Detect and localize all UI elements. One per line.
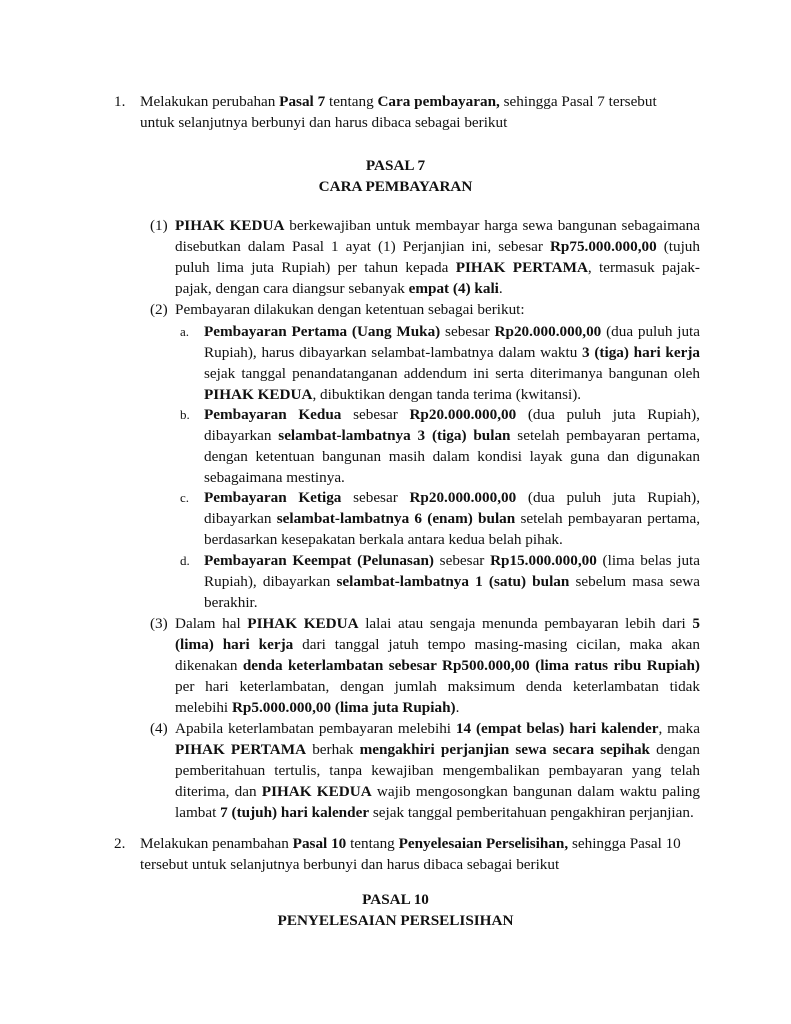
heading-penyelesaian-perselisihan: PENYELESAIAN PERSELISIHAN <box>277 912 514 929</box>
clause-marker-1: (1) <box>150 217 168 234</box>
clause4-line-1: Apabila keterlambatan pembayaran melebihi 14 (empat belas) hari kalender, maka <box>175 720 701 737</box>
item2-line-2: tersebut untuk selanjutnya berbunyi dan harus dibaca sebagai berikut <box>140 856 560 873</box>
sub-b-line-2: dibayarkan selambat-lambatnya 3 (tiga) bulan setelah pembayaran pertama, <box>204 427 700 444</box>
sub-d-line-1: Pembayaran Keempat (Pelunasan) sebesar Rp15.000.000,00 (lima belas juta <box>204 552 701 569</box>
sub-c-line-1: Pembayaran Ketiga sebesar Rp20.000.000,00 (dua puluh juta Rupiah), <box>204 489 700 506</box>
sub-marker-a: a. <box>180 324 190 339</box>
heading-pasal-7: PASAL 7 <box>365 157 426 174</box>
sub-b-line-3: dengan ketentuan bangunan masih dalam kondisi layak guna dan digunakan <box>204 448 700 465</box>
sub-a-line-3: sejak tanggal penandatanganan addendum ini serta diterimanya bangunan oleh <box>204 365 700 382</box>
sub-a-line-4: PIHAK KEDUA, dibuktikan dengan tanda terima (kwitansi). <box>204 386 582 403</box>
sub-marker-d: d. <box>180 553 190 568</box>
clause4-line-5: lambat 7 (tujuh) hari kalender sejak tanggal pemberitahuan pengakhiran perjanjian. <box>175 804 694 821</box>
sub-c-line-3: berdasarkan kesepakatan berkala antara kedua belah pihak. <box>204 531 563 548</box>
clause1-line-4: pajak, dengan cara diangsur sebanyak empat (4) kali. <box>175 280 503 297</box>
sub-a-line-2: Rupiah), harus dibayarkan selambat-lambatnya dalam waktu 3 (tiga) hari kerja <box>204 344 700 361</box>
clause-marker-4: (4) <box>150 720 168 737</box>
item1-line-2: untuk selanjutnya berbunyi dan harus dibaca sebagai berikut <box>140 114 508 131</box>
clause4-line-2: PIHAK PERTAMA berhak mengakhiri perjanjian sewa secara sepihak dengan <box>175 741 700 758</box>
clause4-line-4: diterima, dan PIHAK KEDUA wajib mengosongkan bangunan dalam waktu paling <box>175 783 700 800</box>
sub-b-line-4: sebagaimana mestinya. <box>204 469 345 486</box>
sub-c-line-2: dibayarkan selambat-lambatnya 6 (enam) bulan setelah pembayaran pertama, <box>204 510 700 527</box>
heading-cara-pembayaran: CARA PEMBAYARAN <box>318 178 473 195</box>
clause3-line-1: Dalam hal PIHAK KEDUA lalai atau sengaja menunda pembayaran lebih dari 5 <box>175 615 700 632</box>
clause3-line-5: melebihi Rp5.000.000,00 (lima juta Rupiah). <box>175 699 460 716</box>
clause4-line-3: pemberitahuan tertulis, tanpa kewajiban mengembalikan pembayaran yang telah <box>175 762 700 779</box>
sub-b-line-1: Pembayaran Kedua sebesar Rp20.000.000,00 (dua puluh juta Rupiah), <box>204 406 700 423</box>
clause1-line-3: puluh lima juta Rupiah) per tahun kepada PIHAK PERTAMA, termasuk pajak- <box>175 259 700 276</box>
clause2-line-1: Pembayaran dilakukan dengan ketentuan sebagai berikut: <box>175 301 525 318</box>
clause3-line-3: dikenakan denda keterlambatan sebesar Rp500.000,00 (lima ratus ribu Rupiah) <box>175 657 700 674</box>
item1-line-1: Melakukan perubahan Pasal 7 tentang Cara pembayaran, sehingga Pasal 7 tersebut <box>140 93 657 110</box>
item2-line-1: Melakukan penambahan Pasal 10 tentang Penyelesaian Perselisihan, sehingga Pasal 10 <box>140 835 681 852</box>
list-number-1: 1. <box>114 93 126 110</box>
sub-d-line-3: berakhir. <box>204 594 258 611</box>
sub-a-line-1: Pembayaran Pertama (Uang Muka) sebesar Rp20.000.000,00 (dua puluh juta <box>204 323 701 340</box>
sub-marker-c: c. <box>180 490 190 505</box>
clause3-line-4: per hari keterlambatan, dengan jumlah maksimum denda keterlambatan tidak <box>175 678 700 695</box>
sub-d-line-2: Rupiah), dibayarkan selambat-lambatnya 1 (satu) bulan sebelum masa sewa <box>204 573 700 590</box>
list-number-2: 2. <box>114 835 126 852</box>
clause1-line-2: disebutkan dalam Pasal 1 ayat (1) Perjanjian ini, sebesar Rp75.000.000,00 (tujuh <box>175 238 700 255</box>
clause-marker-2: (2) <box>150 301 168 318</box>
clause1-line-1: PIHAK KEDUA berkewajiban untuk membayar harga sewa bangunan sebagaimana <box>175 217 700 234</box>
sub-marker-b: b. <box>180 407 190 422</box>
clause3-line-2: (lima) hari kerja dari tanggal jatuh tempo masing-masing cicilan, maka akan <box>175 636 700 653</box>
clause-marker-3: (3) <box>150 615 168 632</box>
heading-pasal-10: PASAL 10 <box>362 891 429 908</box>
